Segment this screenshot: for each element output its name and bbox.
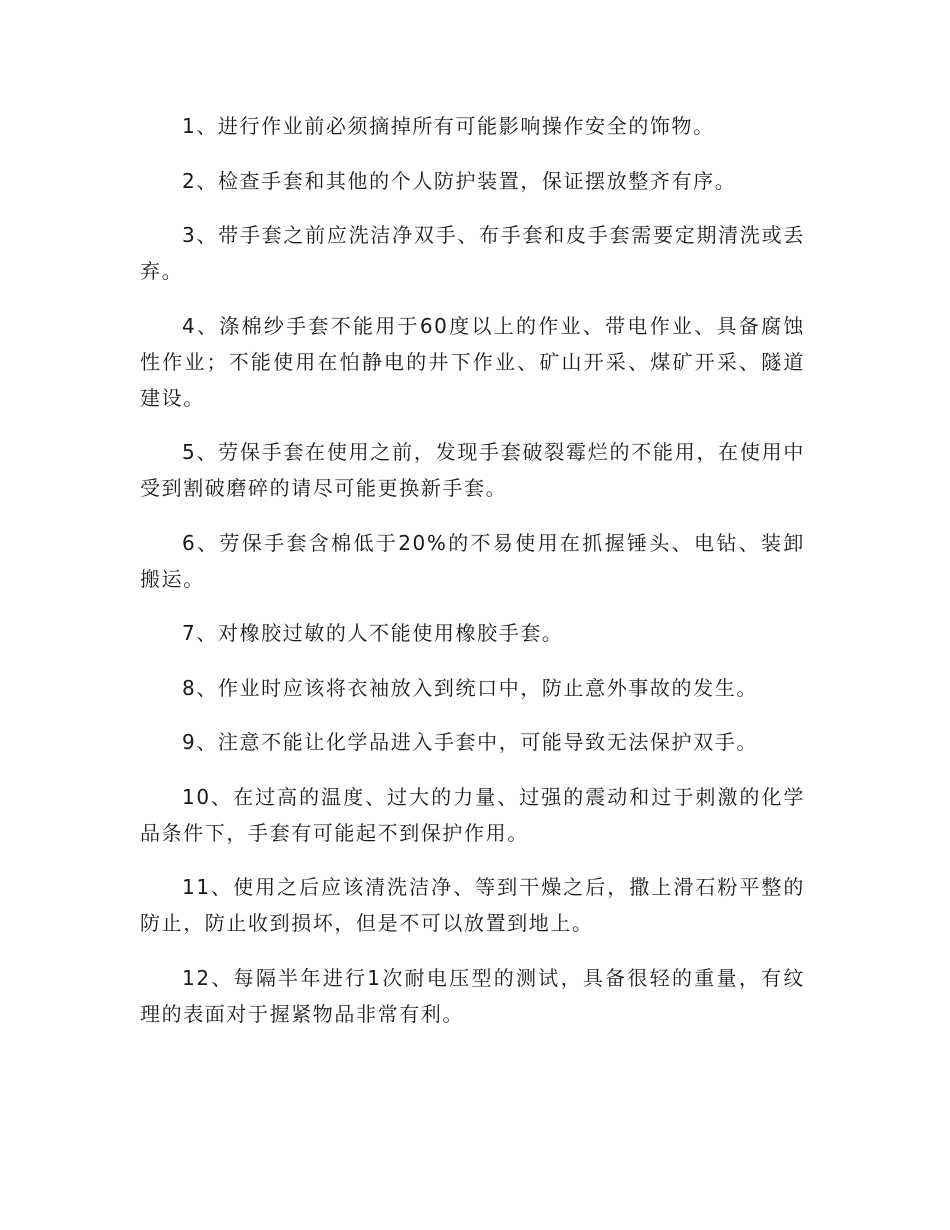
paragraph-4: 4、涤棉纱手套不能用于60度以上的作业、带电作业、具备腐蚀性作业；不能使用在怕静电的井下作业、矿山开采、煤矿开采、隧道建设。 [140, 313, 805, 410]
paragraph-11: 11、使用之后应该清洗洁净、等到干燥之后，撒上滑石粉平整的防止，防止收到损坏，但是不可以放置到地上。 [140, 875, 805, 935]
paragraph-6: 6、劳保手套含棉低于20%的不易使用在抓握锤头、电钻、装卸搬运。 [140, 530, 805, 591]
paragraph-5: 5、劳保手套在使用之前，发现手套破裂霉烂的不能用，在使用中受到割破磨碎的请尽可能更换新手套。 [140, 440, 805, 500]
paragraph-1: 1、进行作业前必须摘掉所有可能影响操作安全的饰物。 [182, 114, 715, 138]
paragraph-10: 10、在过高的温度、过大的力量、过强的震动和过于刺激的化学品条件下，手套有可能起不到保护作用。 [140, 784, 805, 845]
paragraph-7: 7、对橡胶过敏的人不能使用橡胶手套。 [182, 621, 564, 645]
paragraph-3: 3、带手套之前应洗洁净双手、布手套和皮手套需要定期清洗或丢弃。 [140, 223, 805, 283]
paragraph-9: 9、注意不能让化学品进入手套中，可能导致无法保护双手。 [182, 730, 758, 754]
paragraph-8: 8、作业时应该将衣袖放入到统口中，防止意外事故的发生。 [182, 675, 758, 700]
paragraph-2: 2、检查手套和其他的个人防护装置，保证摆放整齐有序。 [182, 168, 737, 193]
document-body [140, 108, 805, 1050]
paragraph-12: 12、每隔半年进行1次耐电压型的测试，具备很轻的重量，有纹理的表面对于握紧物品非常有利。 [140, 965, 805, 1026]
